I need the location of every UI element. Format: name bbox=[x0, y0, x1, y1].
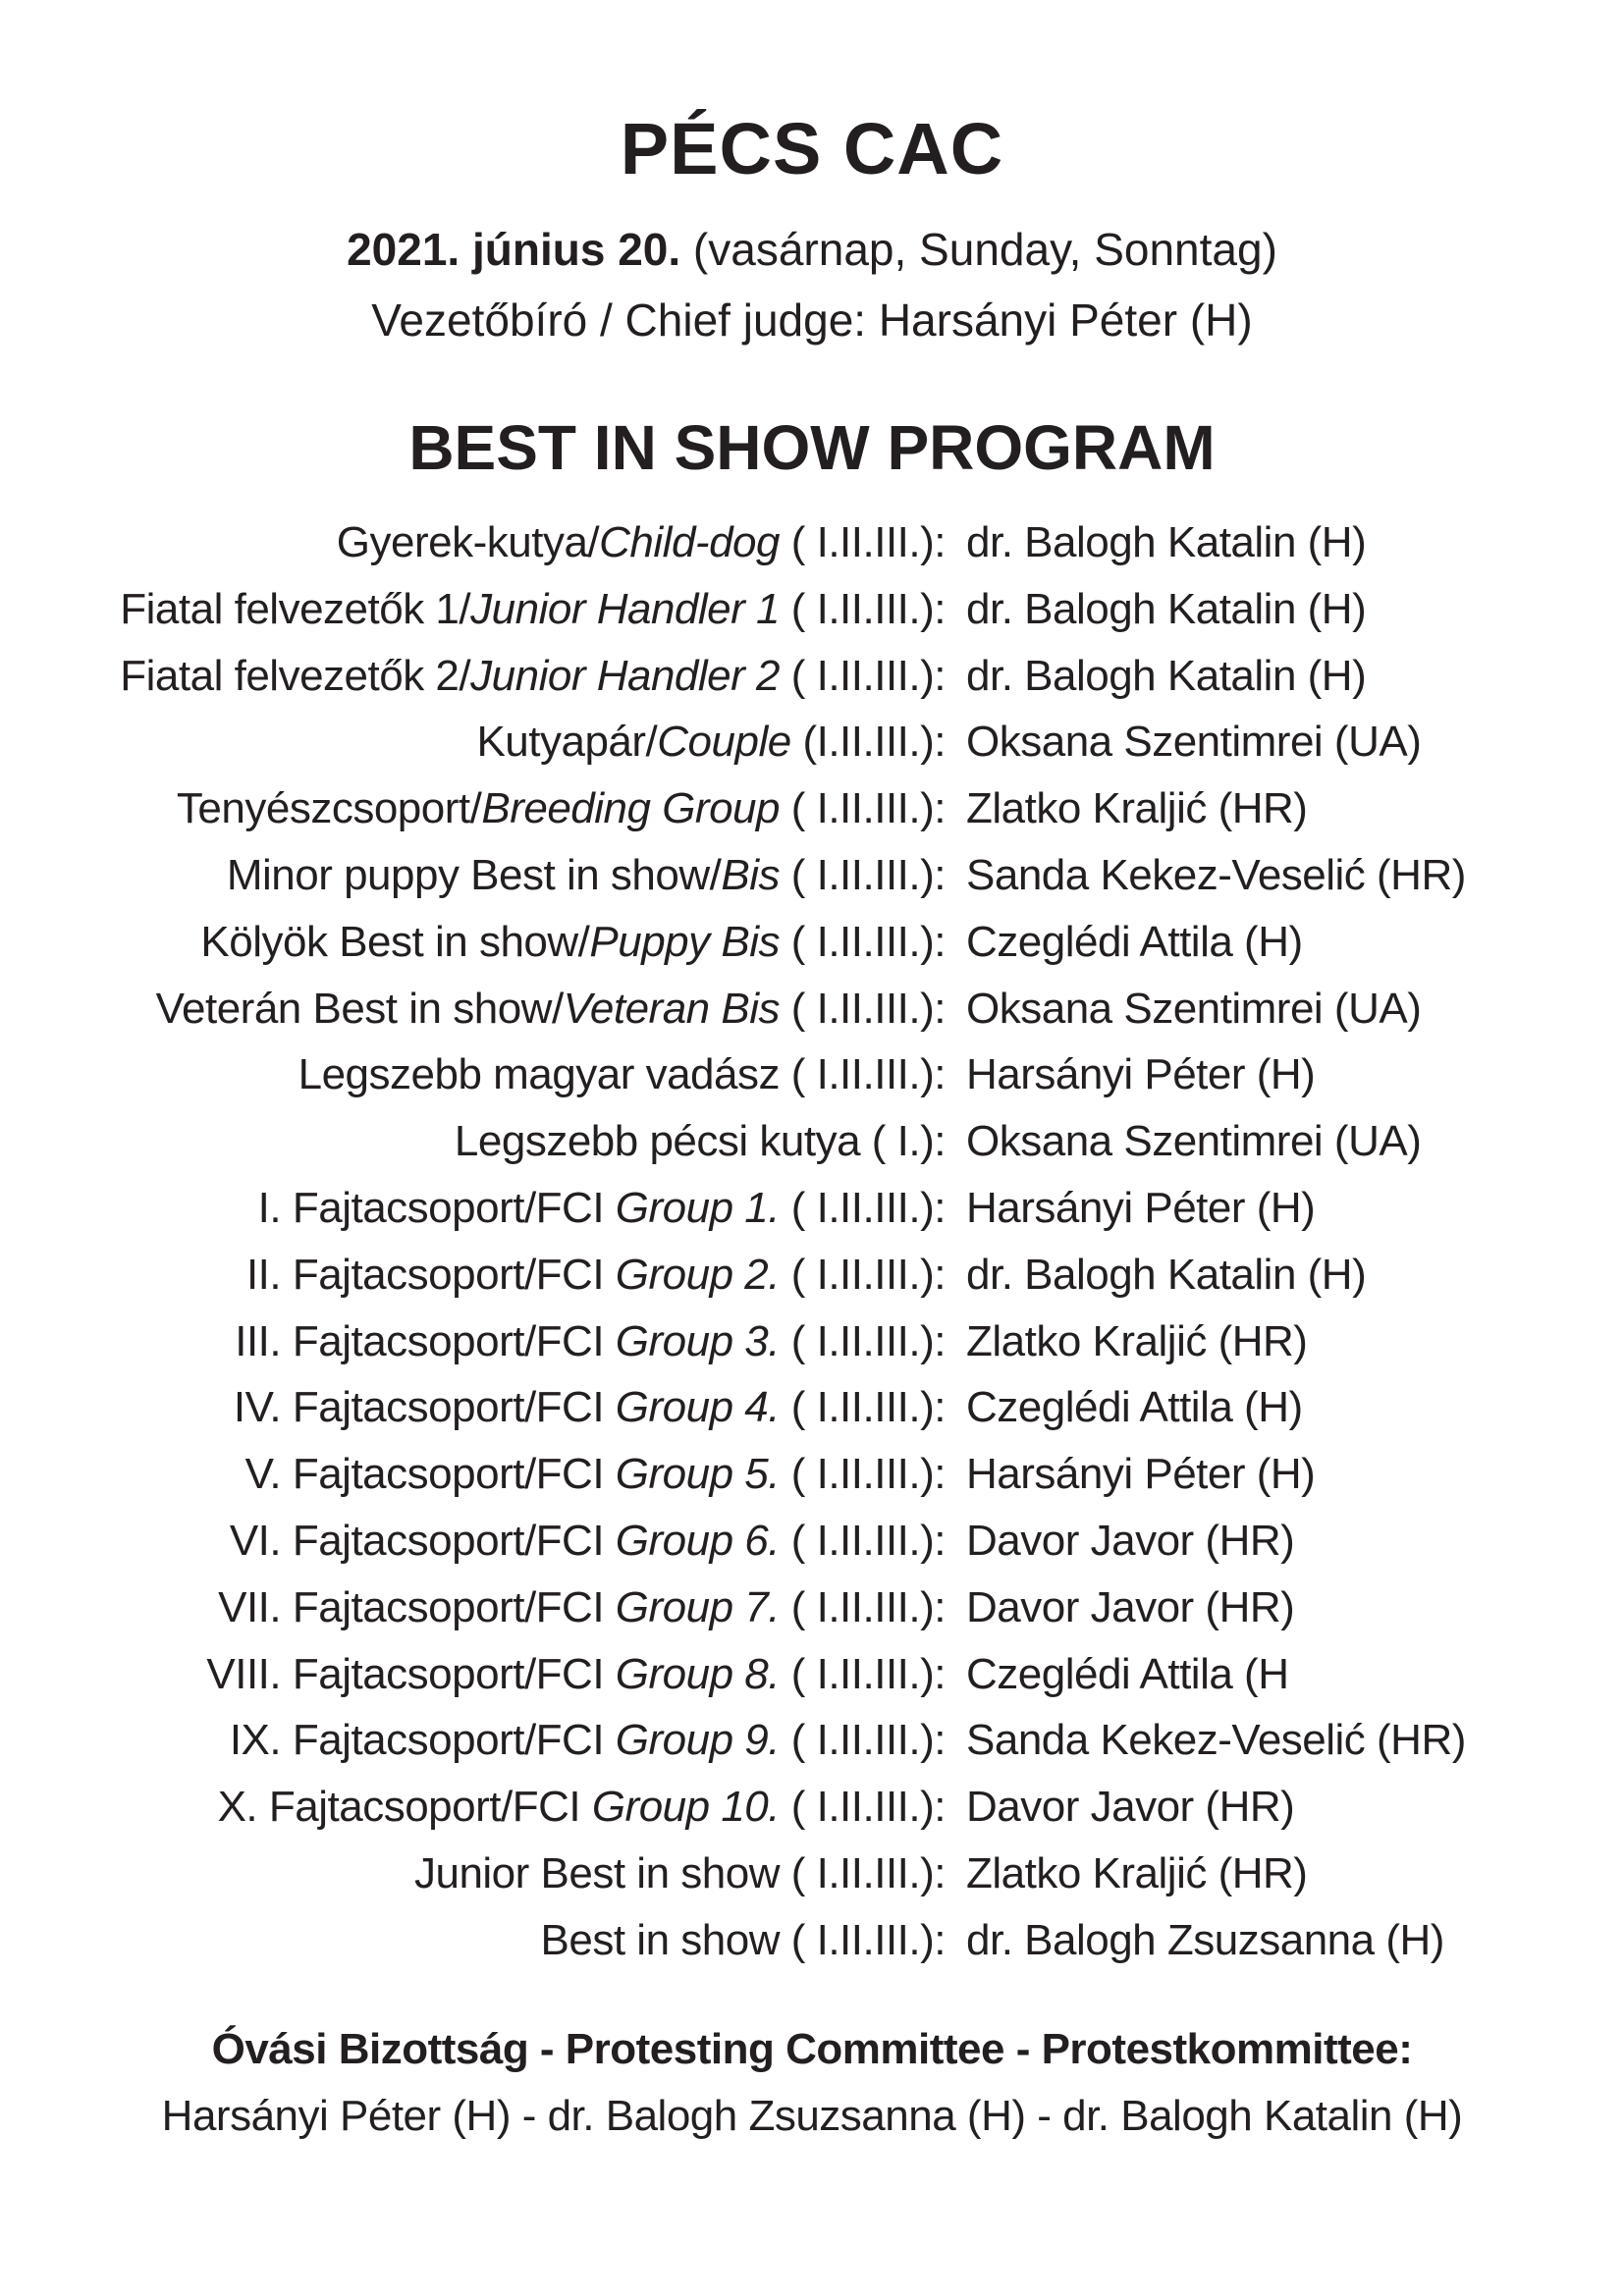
placings: ( I.II.III.): bbox=[780, 1716, 946, 1765]
event-name: Legszebb pécsi kutya bbox=[454, 1117, 861, 1166]
judge-name: Zlatko Kraljić (HR) bbox=[966, 784, 1308, 833]
chief-judge-line: Vezetőbíró / Chief judge: Harsányi Péter (H) bbox=[371, 294, 1253, 346]
judge-name: Harsányi Péter (H) bbox=[966, 1183, 1316, 1232]
judge-name: Zlatko Kraljić (HR) bbox=[966, 1848, 1308, 1897]
placings: ( I.II.III.): bbox=[780, 1516, 946, 1565]
placings: ( I.): bbox=[860, 1117, 946, 1166]
event-day: (vasárnap, Sunday, Sonntag) bbox=[680, 224, 1277, 275]
event-name-english: Puppy Bis bbox=[589, 917, 780, 966]
program-row bbox=[0, 1641, 1624, 1708]
program-row-label bbox=[541, 1907, 946, 1974]
placings: ( I.II.III.): bbox=[780, 1250, 946, 1299]
committee-members: Harsányi Péter (H) - dr. Balogh Zsuzsanna (H) - dr. Balogh Katalin (H) bbox=[161, 2092, 1463, 2140]
placings: ( I.II.III.): bbox=[780, 1915, 946, 1964]
program-row bbox=[0, 1441, 1624, 1508]
program-row bbox=[0, 775, 1624, 842]
event-name: X. Fajtacsoport/FCI bbox=[217, 1783, 592, 1832]
event-name: Best in show bbox=[540, 1915, 780, 1964]
judge-name: Czeglédi Attila (H) bbox=[966, 917, 1303, 966]
event-name-english: Bis bbox=[721, 850, 780, 899]
event-name: Fiatal felvezetők 2/ bbox=[120, 651, 471, 700]
event-name: VI. Fajtacsoport/FCI bbox=[229, 1516, 616, 1565]
event-name-english: Junior Handler 2 bbox=[470, 651, 780, 700]
placings: (I.II.III.): bbox=[790, 718, 946, 767]
program-row bbox=[0, 576, 1624, 643]
judge-name: dr. Balogh Katalin (H) bbox=[966, 584, 1367, 633]
judge-name: Harsányi Péter (H) bbox=[966, 1450, 1316, 1499]
event-name: Kölyök Best in show/ bbox=[200, 917, 590, 966]
placings: ( I.II.III.): bbox=[780, 1183, 946, 1232]
judge-name: Harsányi Péter (H) bbox=[966, 1050, 1316, 1099]
judge-name: Sanda Kekez-Veselić (HR) bbox=[966, 850, 1466, 899]
program-row bbox=[0, 1575, 1624, 1641]
event-name-english: Group 1. bbox=[615, 1183, 780, 1232]
program-row bbox=[0, 709, 1624, 775]
event-name: V. Fajtacsoport/FCI bbox=[244, 1450, 616, 1499]
judge-name: dr. Balogh Katalin (H) bbox=[966, 518, 1367, 566]
program-row-label bbox=[120, 643, 946, 710]
event-name: Legszebb magyar vadász bbox=[298, 1050, 780, 1099]
event-name-english: Group 6. bbox=[615, 1516, 780, 1565]
program-row-label bbox=[246, 1242, 946, 1308]
program-row-label bbox=[206, 1641, 946, 1708]
program-row-label bbox=[337, 509, 946, 576]
program-row-label bbox=[230, 1508, 946, 1575]
program-row-label bbox=[245, 1441, 946, 1508]
judge-name: Davor Javor (HR) bbox=[966, 1582, 1295, 1631]
program-row bbox=[0, 1907, 1624, 1974]
judge-name: Zlatko Kraljić (HR) bbox=[966, 1316, 1308, 1365]
program-row-label bbox=[200, 909, 946, 976]
event-name: VII. Fajtacsoport/FCI bbox=[218, 1582, 616, 1631]
placings: ( I.II.III.): bbox=[780, 584, 946, 633]
event-name: Junior Best in show bbox=[413, 1848, 780, 1897]
placings: ( I.II.III.): bbox=[780, 1450, 946, 1499]
event-name-english: Veteran Bis bbox=[563, 984, 780, 1033]
judge-name: Czeglédi Attila (H) bbox=[966, 1383, 1303, 1432]
event-name: IX. Fajtacsoport/FCI bbox=[229, 1716, 616, 1765]
event-name: Gyerek-kutya/ bbox=[336, 518, 600, 566]
page-title: PÉCS CAC bbox=[620, 108, 1004, 189]
judge-name: Sanda Kekez-Veselić (HR) bbox=[966, 1716, 1466, 1765]
placings: ( I.II.III.): bbox=[780, 1316, 946, 1365]
program-row-label bbox=[414, 1841, 946, 1907]
placings: ( I.II.III.): bbox=[780, 784, 946, 833]
event-name-english: Junior Handler 1 bbox=[470, 584, 780, 633]
judge-name: Oksana Szentimrei (UA) bbox=[966, 984, 1422, 1033]
program-row bbox=[0, 842, 1624, 909]
program-row-label bbox=[230, 1707, 946, 1774]
program-row bbox=[0, 643, 1624, 710]
placings: ( I.II.III.): bbox=[780, 1582, 946, 1631]
program-row bbox=[0, 1308, 1624, 1375]
placings: ( I.II.III.): bbox=[780, 1050, 946, 1099]
event-name: VIII. Fajtacsoport/FCI bbox=[206, 1649, 616, 1698]
program-row-label bbox=[476, 709, 946, 775]
committee-title: Óvási Bizottság - Protesting Committee - Protestkommittee: bbox=[211, 2025, 1413, 2073]
event-name: I. Fajtacsoport/FCI bbox=[257, 1183, 616, 1232]
placings: ( I.II.III.): bbox=[780, 1783, 946, 1832]
event-name-english: Breeding Group bbox=[481, 784, 780, 833]
program-row bbox=[0, 1841, 1624, 1907]
program-list bbox=[0, 509, 1624, 1974]
program-row-label bbox=[235, 1308, 946, 1375]
event-name-english: Group 2. bbox=[615, 1250, 780, 1299]
judge-name: Davor Javor (HR) bbox=[966, 1783, 1295, 1832]
judge-name: Oksana Szentimrei (UA) bbox=[966, 1117, 1422, 1166]
event-name: Fiatal felvezetők 1/ bbox=[120, 584, 471, 633]
program-row-label bbox=[258, 1175, 946, 1242]
placings: ( I.II.III.): bbox=[780, 518, 946, 566]
program-row-label bbox=[227, 842, 946, 909]
judge-name: Czeglédi Attila (H bbox=[966, 1649, 1289, 1698]
program-row-label bbox=[218, 1774, 946, 1841]
judge-name: dr. Balogh Katalin (H) bbox=[966, 1250, 1367, 1299]
event-name-english: Group 4. bbox=[615, 1383, 780, 1432]
judge-name: dr. Balogh Katalin (H) bbox=[966, 651, 1367, 700]
placings: ( I.II.III.): bbox=[780, 1383, 946, 1432]
program-title: BEST IN SHOW PROGRAM bbox=[408, 412, 1216, 483]
program-row bbox=[0, 1707, 1624, 1774]
placings: ( I.II.III.): bbox=[780, 850, 946, 899]
program-row-label bbox=[177, 775, 946, 842]
event-name: IV. Fajtacsoport/FCI bbox=[233, 1383, 616, 1432]
placings: ( I.II.III.): bbox=[780, 1649, 946, 1698]
event-name-english: Group 8. bbox=[615, 1649, 780, 1698]
program-row bbox=[0, 1041, 1624, 1108]
event-date-line bbox=[0, 220, 1624, 279]
placings: ( I.II.III.): bbox=[780, 1848, 946, 1897]
program-row bbox=[0, 909, 1624, 976]
program-row bbox=[0, 1175, 1624, 1242]
event-name: Veterán Best in show/ bbox=[155, 984, 564, 1033]
program-row bbox=[0, 976, 1624, 1042]
event-name-english: Group 9. bbox=[615, 1716, 780, 1765]
judge-name: Davor Javor (HR) bbox=[966, 1516, 1295, 1565]
event-name-english: Group 10. bbox=[591, 1783, 780, 1832]
program-row-label bbox=[234, 1374, 946, 1441]
event-name-english: Group 3. bbox=[615, 1316, 780, 1365]
placings: ( I.II.III.): bbox=[780, 651, 946, 700]
judge-name: Oksana Szentimrei (UA) bbox=[966, 718, 1422, 767]
event-name-english: Child-dog bbox=[599, 518, 780, 566]
program-row bbox=[0, 1774, 1624, 1841]
event-date: 2021. június 20. bbox=[347, 224, 681, 275]
program-row bbox=[0, 1508, 1624, 1575]
program-row bbox=[0, 509, 1624, 576]
program-row-label bbox=[298, 1041, 946, 1108]
event-name: Kutyapár/ bbox=[476, 718, 658, 767]
event-name-english: Group 5. bbox=[615, 1450, 780, 1499]
event-name: Tenyészcsoport/ bbox=[176, 784, 482, 833]
placings: ( I.II.III.): bbox=[780, 917, 946, 966]
program-row-label bbox=[156, 976, 946, 1042]
program-row-label bbox=[218, 1575, 946, 1641]
judge-name: dr. Balogh Zsuzsanna (H) bbox=[966, 1915, 1444, 1964]
program-row bbox=[0, 1374, 1624, 1441]
event-name-english: Couple bbox=[657, 718, 791, 767]
event-name-english: Group 7. bbox=[615, 1582, 780, 1631]
program-row bbox=[0, 1242, 1624, 1308]
program-row bbox=[0, 1108, 1624, 1175]
event-name: Minor puppy Best in show/ bbox=[226, 850, 722, 899]
program-row-label bbox=[455, 1108, 946, 1175]
event-name: III. Fajtacsoport/FCI bbox=[235, 1316, 616, 1365]
program-row-label bbox=[120, 576, 946, 643]
event-name: II. Fajtacsoport/FCI bbox=[245, 1250, 616, 1299]
placings: ( I.II.III.): bbox=[780, 984, 946, 1033]
